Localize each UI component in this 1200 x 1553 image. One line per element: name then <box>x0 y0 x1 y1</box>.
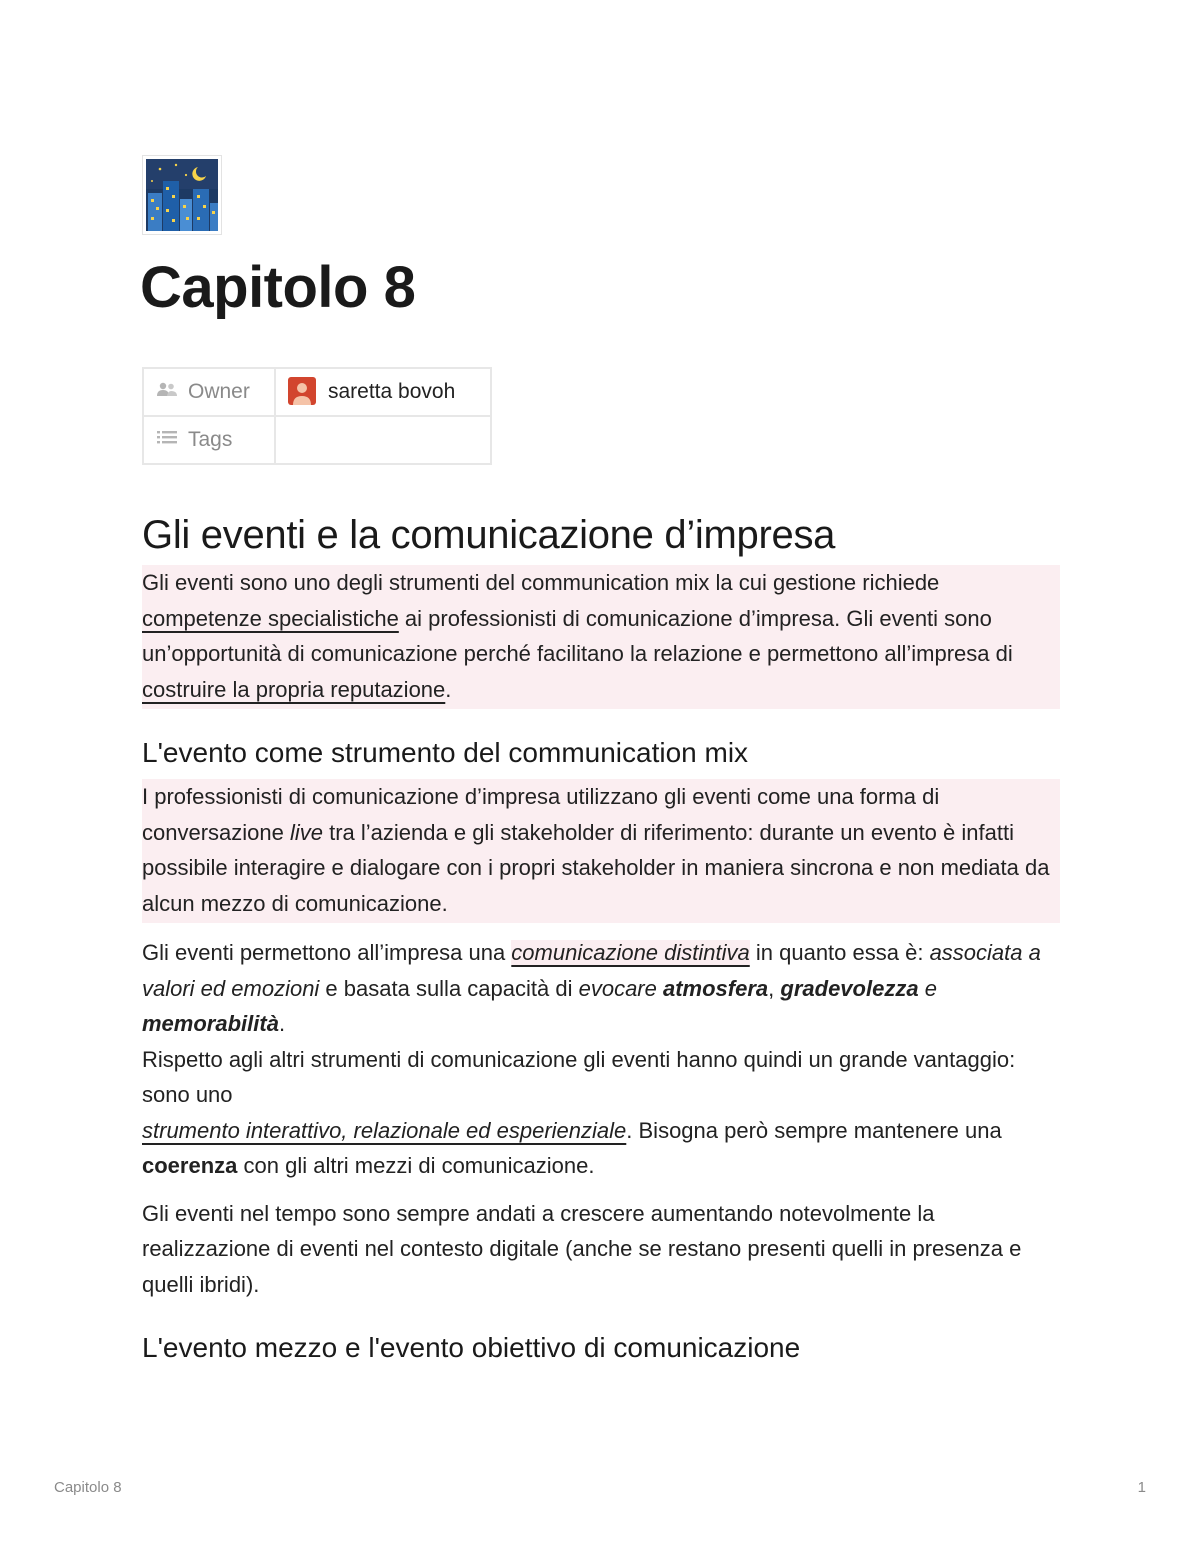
paragraph-highlighted-2: I professionisti di comunicazione d’impresa utilizzano gli eventi come una forma di conversazione live tra l’azienda e gli stakeholder di riferimento: durante un evento è infatti possibile interagire e dialogare con i propri stakeholder in maniera sincrona e non mediata da alcun mezzo di comunicazione. <box>142 779 1060 923</box>
property-row-owner <box>143 368 491 416</box>
night-city-emoji-icon[interactable] <box>142 155 222 235</box>
heading-evento-mezzo: L'evento mezzo e l'evento obiettivo di comunicazione <box>142 1332 801 1363</box>
property-key-tags[interactable] <box>143 416 275 464</box>
user-avatar-icon <box>288 377 316 405</box>
underlined-text: costruire la propria reputazione <box>142 676 446 702</box>
heading-evento-strumento: L'evento come strumento del communication mix <box>142 737 749 768</box>
footer-page-number: 1 <box>1137 1479 1146 1496</box>
properties-table <box>142 367 492 465</box>
paragraph-highlighted-1: Gli eventi sono uno degli strumenti del communication mix la cui gestione richiede competenze specialistiche ai professionisti di comunicazione d’impresa. Gli eventi sono un’opportunità di comunicazione perché facilitano la relazione e permettono all’impresa di costruire la propria reputazione. <box>142 565 1060 709</box>
people-icon <box>156 379 178 403</box>
underlined-text: competenze specialistiche <box>142 605 399 631</box>
highlighted-underlined-text: comunicazione distintiva <box>511 940 750 965</box>
page-title: Capitolo 8 <box>140 255 416 320</box>
property-key-label: Owner <box>188 380 250 403</box>
paragraph-crescita: Gli eventi nel tempo sono sempre andati a crescere aumentando notevolmente la realizzazione di eventi nel contesto digitale (anche se restano presenti quelli in presenza e quelli ibridi). <box>142 1200 1022 1297</box>
list-icon <box>156 427 178 451</box>
heading-eventi-comunicazione: Gli eventi e la comunicazione d’impresa <box>142 513 836 557</box>
property-value-tags[interactable] <box>275 416 491 464</box>
property-row-tags <box>143 416 491 464</box>
page-content <box>142 155 1060 1374</box>
property-key-label: Tags <box>188 428 233 451</box>
underlined-text: strumento interattivo, relazionale ed esperienziale <box>142 1117 627 1143</box>
property-value-owner[interactable] <box>275 368 491 416</box>
paragraph-vantaggio: Rispetto agli altri strumenti di comunicazione gli eventi hanno quindi un grande vantaggio: sono uno strumento interattivo, relazionale ed esperienziale. Bisogna però sempre mantenere una coerenza con gli altri mezzi di comunicazione. <box>142 1046 1016 1178</box>
property-value-label: saretta bovoh <box>328 379 456 403</box>
property-key-owner[interactable] <box>143 368 275 416</box>
footer-title: Capitolo 8 <box>54 1479 122 1496</box>
paragraph-distintiva: Gli eventi permettono all’impresa una comunicazione distintiva in quanto essa è: associata a valori ed emozioni e basata sulla capacità di evocare atmosfera, gradevolezza e memorabilità. <box>142 940 1041 1036</box>
